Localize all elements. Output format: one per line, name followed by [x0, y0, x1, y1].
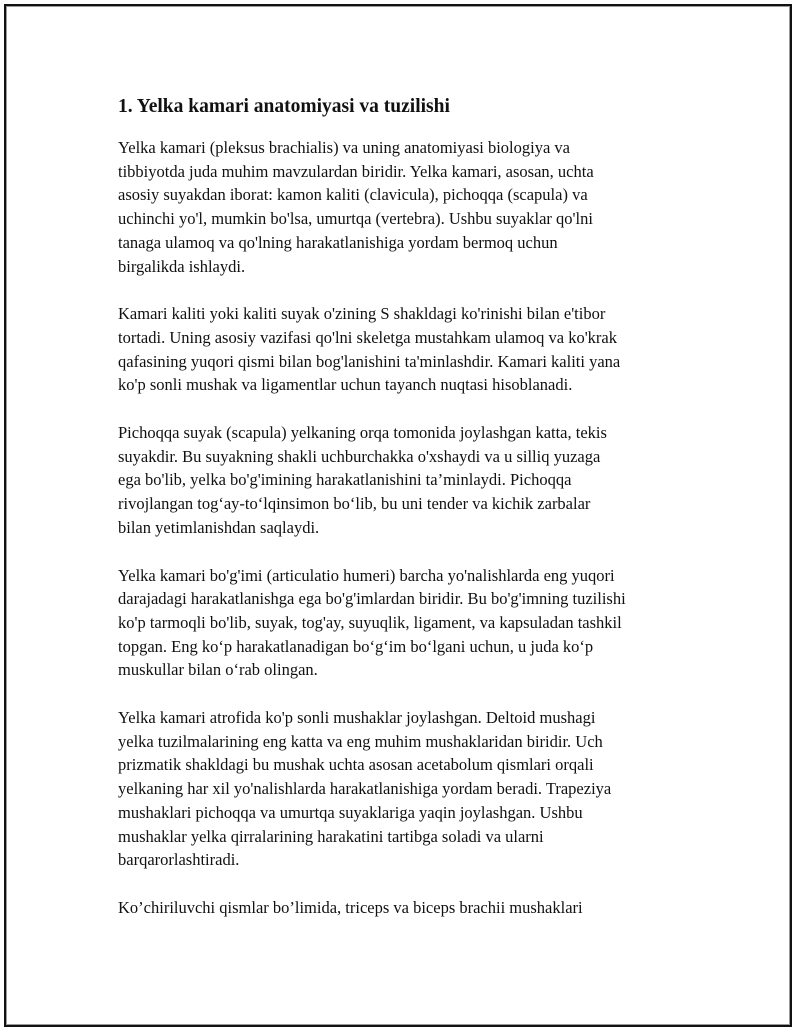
- text-line: uchinchi yo'l, mumkin bo'lsa, umurtqa (vertebra). Ushbu suyaklar qo'lni: [118, 209, 593, 229]
- text-line: suyakdir. Bu suyakning shakli uchburchakka o'xshaydi va u silliq yuzaga: [118, 446, 601, 466]
- text-line: qafasining yuqori qismi bilan bog'lanishini ta'minlashdir. Kamari kaliti yana: [118, 351, 621, 371]
- text-line: rivojlangan tog‘ay-to‘lqinsimon bo‘lib, bu uni tender va kichik zarbalar: [118, 494, 591, 514]
- text-line: tanaga ulamoq va qo'lning harakatlanishiga yordam bermoq uchun: [118, 232, 558, 252]
- text-line: mushaklar yelka qirralarining harakatini tartibga soladi va ularni: [118, 826, 544, 846]
- text-line: tortadi. Uning asosiy vazifasi qo'lni skeletga mustahkam ulamoq va ko'krak: [118, 327, 618, 347]
- text-line: yelkaning har xil yo'nalishlarda harakatlanishiga yordam beradi. Trapeziya: [118, 779, 612, 799]
- paragraph-2: [118, 302, 698, 397]
- paragraph-5: [118, 706, 698, 872]
- paragraph-4: [118, 564, 698, 683]
- text-line: Pichoqqa suyak (scapula) yelkaning orqa tomonida joylashgan katta, tekis: [118, 423, 607, 443]
- text-line: Yelka kamari (pleksus brachialis) va uning anatomiyasi biologiya va: [118, 138, 570, 157]
- text-line: ko'p tarmoqli bo'lib, suyak, tog'ay, suyuqlik, ligament, va kapsuladan tashkil: [118, 612, 622, 632]
- text-line: Yelka kamari bo'g'imi (articulatio humeri) barcha yo'nalishlarda eng yuqori: [118, 565, 615, 585]
- text-line: topgan. Eng ko‘p harakatlanadigan bo‘g‘im bo‘lgani uchun, u juda ko‘p: [118, 636, 594, 656]
- text-line: muskullar bilan o‘rab olingan.: [118, 660, 318, 680]
- paragraph-1: [118, 136, 698, 278]
- paragraph-6: [118, 896, 698, 920]
- section-heading: 1. Yelka kamari anatomiyasi va tuzilishi: [118, 96, 450, 117]
- text-line: tibbiyotda juda muhim mavzulardan biridir. Yelka kamari, asosan, uchta: [118, 161, 594, 181]
- text-line: mushaklari pichoqqa va umurtqa suyaklariga yaqin joylashgan. Ushbu: [118, 802, 583, 822]
- text-line: ega bo'lib, yelka bo'g'imining harakatlanishini ta’minlaydi. Pichoqqa: [118, 470, 572, 490]
- text-line: Ko’chiriluvchi qismlar bo’limida, triceps va biceps brachii mushaklari: [118, 897, 583, 917]
- text-line: Kamari kaliti yoki kaliti suyak o'zining S shakldagi ko'rinishi bilan e'tibor: [118, 304, 606, 324]
- text-line: prizmatik shakldagi bu mushak uchta asosan acetabolum qismlari orqali: [118, 755, 594, 775]
- text-line: birgalikda ishlaydi.: [118, 256, 246, 276]
- text-line: darajadagi harakatlanishga ega bo'g'imlardan biridir. Bu bo'g'imning tuzilishi: [118, 589, 626, 609]
- text-line: asosiy suyakdan iborat: kamon kaliti (clavicula), pichoqqa (scapula) va: [118, 185, 588, 205]
- text-line: ko'p sonli mushak va ligamentlar uchun tayanch nuqtasi hisoblanadi.: [118, 375, 573, 395]
- text-line: Yelka kamari atrofida ko'p sonli mushaklar joylashgan. Deltoid mushagi: [118, 708, 596, 728]
- paragraph-3: [118, 421, 698, 540]
- document-body: [118, 94, 698, 944]
- text-line: yelka tuzilmalarining eng katta va eng muhim mushaklaridan biridir. Uch: [118, 731, 603, 751]
- text-line: bilan yetimlanishdan saqlaydi.: [118, 517, 320, 537]
- text-line: barqarorlashtiradi.: [118, 850, 240, 870]
